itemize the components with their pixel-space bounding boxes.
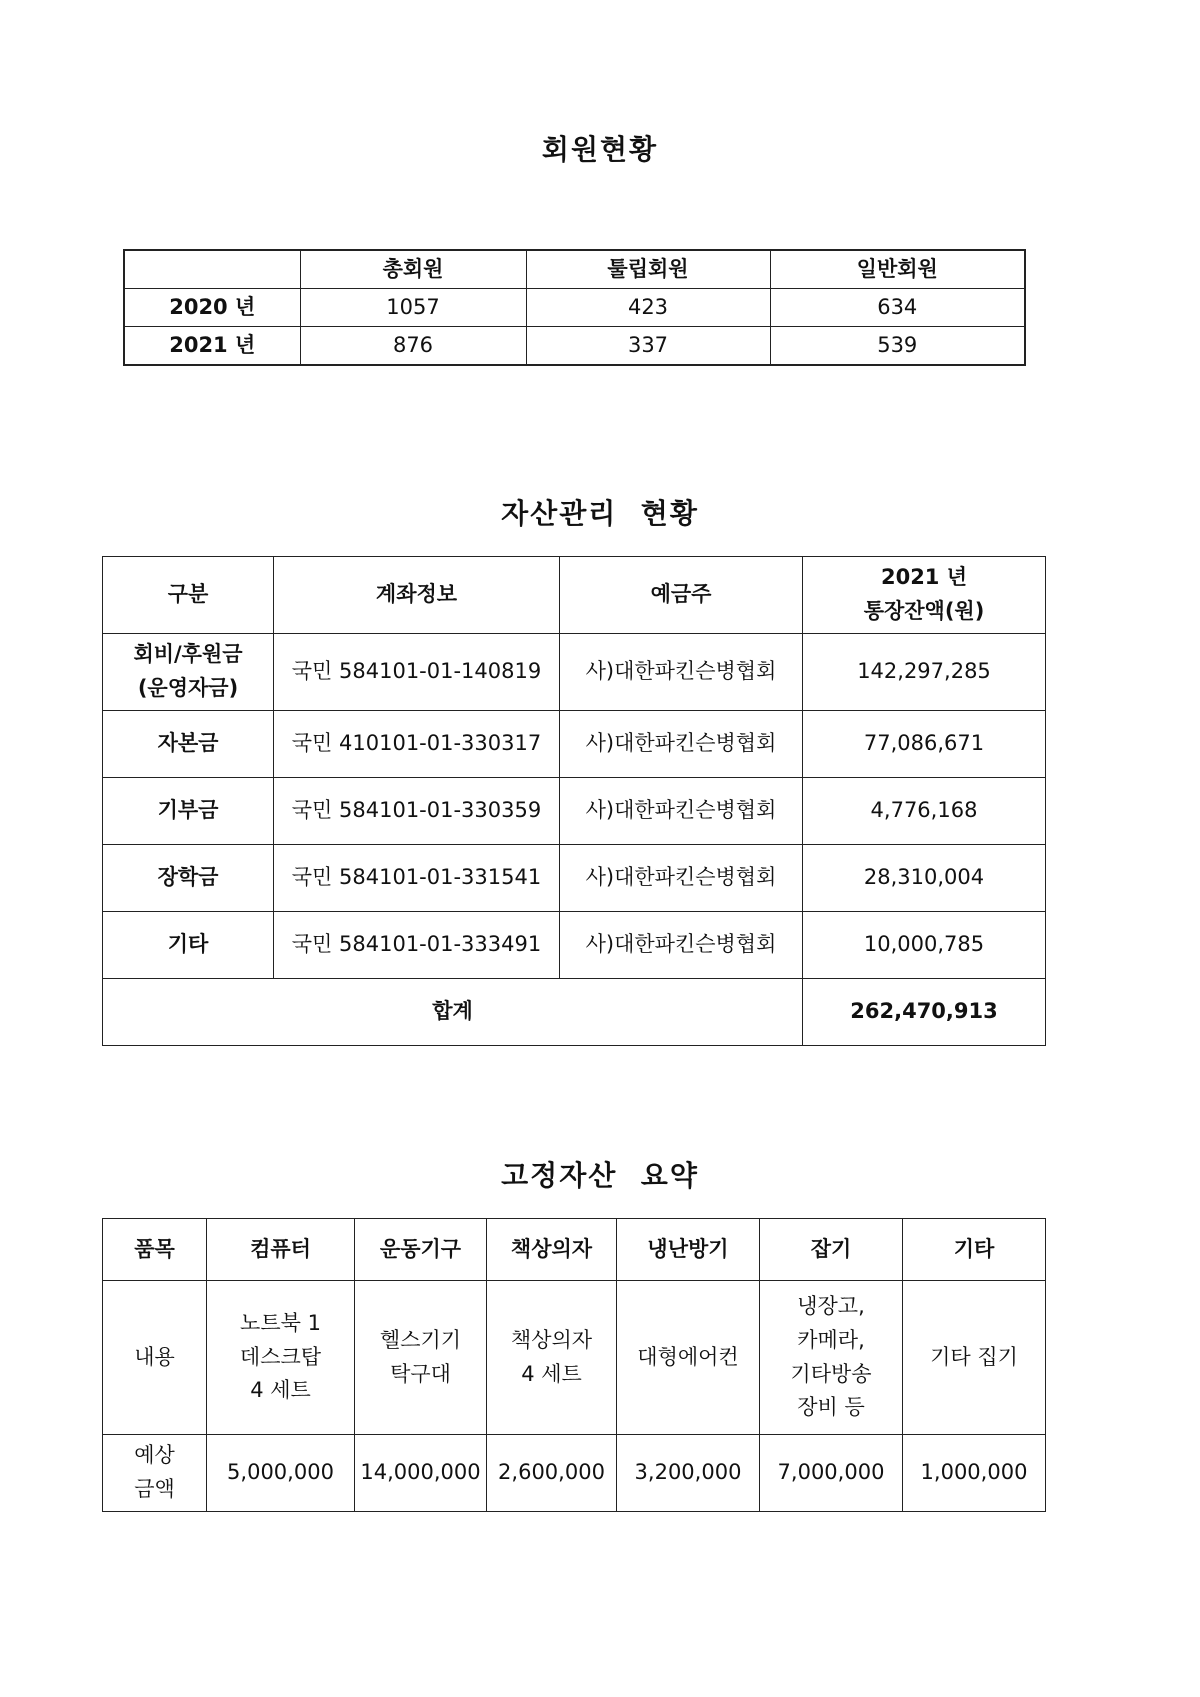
row-label: 내용 bbox=[103, 1281, 207, 1435]
amount-cell: 1,000,000 bbox=[903, 1435, 1046, 1512]
balance-cell: 142,297,285 bbox=[803, 634, 1046, 711]
table-cell: 423 bbox=[526, 289, 770, 327]
table-cell: 539 bbox=[770, 327, 1025, 366]
header-cell: 총회원 bbox=[300, 250, 526, 289]
total-row bbox=[103, 979, 1046, 1046]
balance-cell: 77,086,671 bbox=[803, 711, 1046, 778]
table-cell: 876 bbox=[300, 327, 526, 366]
members-table bbox=[123, 249, 1026, 366]
content-cell: 헬스기기 탁구대 bbox=[355, 1281, 487, 1435]
holder-cell: 사)대한파킨슨병협회 bbox=[560, 845, 803, 912]
row-label: 기부금 bbox=[103, 778, 274, 845]
account-cell: 국민 584101-01-330359 bbox=[274, 778, 560, 845]
table-cell: 337 bbox=[526, 327, 770, 366]
header-cell: 컴퓨터 bbox=[207, 1219, 355, 1281]
assets-table bbox=[102, 556, 1046, 1046]
amount-cell: 14,000,000 bbox=[355, 1435, 487, 1512]
header-cell: 품목 bbox=[103, 1219, 207, 1281]
balance-cell: 28,310,004 bbox=[803, 845, 1046, 912]
row-label: 자본금 bbox=[103, 711, 274, 778]
fixed-assets-title: 고정자산 요약 bbox=[501, 1159, 699, 1192]
table-row bbox=[103, 778, 1046, 845]
content-cell: 대형에어컨 bbox=[617, 1281, 760, 1435]
content-cell: 책상의자 4 세트 bbox=[487, 1281, 617, 1435]
table-header-row bbox=[124, 250, 1025, 289]
row-label: 2021 년 bbox=[124, 327, 300, 366]
balance-cell: 10,000,785 bbox=[803, 912, 1046, 979]
table-row bbox=[103, 845, 1046, 912]
table-row bbox=[103, 1281, 1046, 1435]
table-cell: 634 bbox=[770, 289, 1025, 327]
account-cell: 국민 584101-01-140819 bbox=[274, 634, 560, 711]
account-cell: 국민 584101-01-333491 bbox=[274, 912, 560, 979]
account-cell: 국민 584101-01-331541 bbox=[274, 845, 560, 912]
header-cell: 잡기 bbox=[760, 1219, 903, 1281]
content-cell: 기타 집기 bbox=[903, 1281, 1046, 1435]
account-cell: 국민 410101-01-330317 bbox=[274, 711, 560, 778]
table-header-row bbox=[103, 557, 1046, 634]
table-header-row bbox=[103, 1219, 1046, 1281]
table-cell: 1057 bbox=[300, 289, 526, 327]
holder-cell: 사)대한파킨슨병협회 bbox=[560, 912, 803, 979]
amount-cell: 5,000,000 bbox=[207, 1435, 355, 1512]
header-cell: 운동기구 bbox=[355, 1219, 487, 1281]
assets-title: 자산관리 현황 bbox=[501, 497, 699, 530]
header-cell: 기타 bbox=[903, 1219, 1046, 1281]
header-cell: 냉난방기 bbox=[617, 1219, 760, 1281]
table-row bbox=[103, 912, 1046, 979]
row-label: 예상 금액 bbox=[103, 1435, 207, 1512]
holder-cell: 사)대한파킨슨병협회 bbox=[560, 711, 803, 778]
header-cell: 예금주 bbox=[560, 557, 803, 634]
balance-cell: 4,776,168 bbox=[803, 778, 1046, 845]
amount-cell: 2,600,000 bbox=[487, 1435, 617, 1512]
table-row bbox=[124, 327, 1025, 366]
fixed-assets-table bbox=[102, 1218, 1046, 1512]
table-row bbox=[124, 289, 1025, 327]
total-value: 262,470,913 bbox=[803, 979, 1046, 1046]
members-title: 회원현황 bbox=[541, 133, 659, 166]
holder-cell: 사)대한파킨슨병협회 bbox=[560, 778, 803, 845]
content-cell: 냉장고, 카메라, 기타방송 장비 등 bbox=[760, 1281, 903, 1435]
amount-cell: 3,200,000 bbox=[617, 1435, 760, 1512]
amount-cell: 7,000,000 bbox=[760, 1435, 903, 1512]
total-label: 합계 bbox=[103, 979, 803, 1046]
header-cell: 툴립회원 bbox=[526, 250, 770, 289]
header-cell: 2021 년 통장잔액(원) bbox=[803, 557, 1046, 634]
header-cell bbox=[124, 250, 300, 289]
header-cell: 일반회원 bbox=[770, 250, 1025, 289]
header-cell: 구분 bbox=[103, 557, 274, 634]
row-label: 회비/후원금 (운영자금) bbox=[103, 634, 274, 711]
header-cell: 책상의자 bbox=[487, 1219, 617, 1281]
row-label: 장학금 bbox=[103, 845, 274, 912]
table-row bbox=[103, 1435, 1046, 1512]
row-label: 기타 bbox=[103, 912, 274, 979]
row-label: 2020 년 bbox=[124, 289, 300, 327]
table-row bbox=[103, 711, 1046, 778]
content-cell: 노트북 1 데스크탑 4 세트 bbox=[207, 1281, 355, 1435]
table-row bbox=[103, 634, 1046, 711]
header-cell: 계좌정보 bbox=[274, 557, 560, 634]
holder-cell: 사)대한파킨슨병협회 bbox=[560, 634, 803, 711]
